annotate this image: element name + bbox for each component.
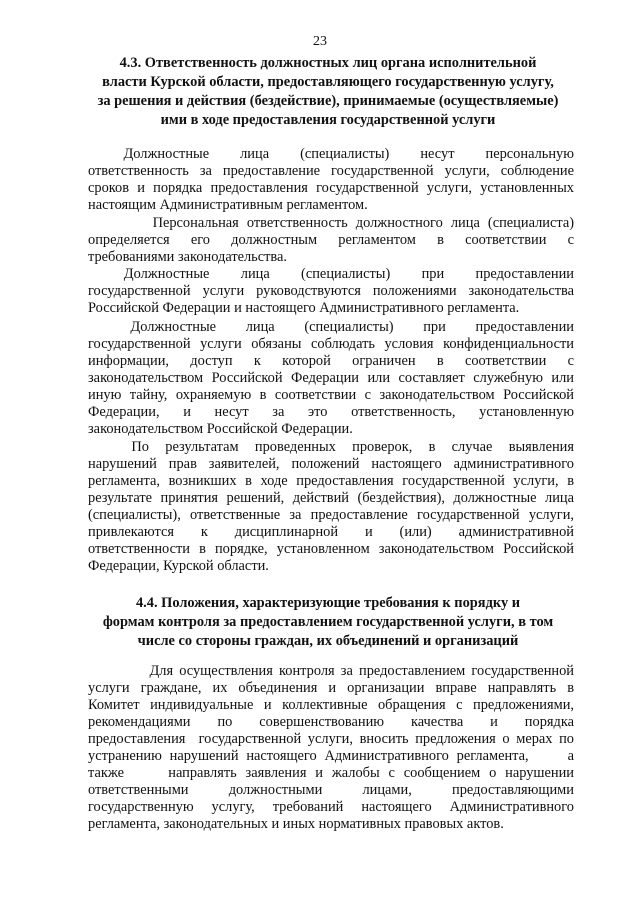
text-line: (специалисты), ответственные за предоставление государственной услуги, [88, 507, 574, 523]
text-line: предоставления государственной услуги, вносить предложения о мерах по [88, 731, 574, 747]
text-line: По результатам проведенных проверок, в случае выявления [88, 439, 574, 455]
paragraph-guided-by-legislation [88, 266, 574, 317]
heading-line: числе со стороны граждан, их объединений и организаций [137, 633, 519, 649]
paragraph-confidentiality [88, 319, 574, 438]
text-line: результате принятия решений, действий (бездействия), должностные лица [88, 490, 574, 506]
text-line: Федерации, Курской области. [88, 558, 269, 574]
text-line: регламента, законодательных и иных нормативных правовых актов. [88, 816, 504, 832]
paragraph-personal-responsibility [88, 215, 574, 266]
text-line: Федерации, и несут за это ответственность, установленную [88, 404, 574, 420]
text-line: настоящим Административным регламентом. [88, 197, 368, 213]
text-line: ответственными должностными лицами, предоставляющими [88, 782, 574, 798]
text-line: Комитет индивидуальные и коллективные обращения с предложениями, [88, 697, 574, 713]
text-line: также направлять заявления и жалобы с сообщением о нарушении [88, 765, 574, 781]
paragraph-citizen-control [88, 663, 574, 833]
text-line: рекомендациями по совершенствованию качества и порядка [88, 714, 574, 730]
text-line: Должностные лица (специалисты) при предоставлении [88, 266, 574, 282]
text-line: государственную услугу, требований настоящего Административного [88, 799, 574, 815]
paragraph-inspection-results [88, 439, 574, 575]
text-line: законодательством Российской Федерации или составляет служебную или [88, 370, 574, 386]
text-line: Должностные лица (специалисты) при предоставлении [88, 319, 574, 335]
text-line: иную тайну, охраняемую в соответствии с законодательством Российской [88, 387, 574, 403]
paragraph-responsibility [88, 146, 574, 214]
text-line: ответственности в порядке, установленном законодательством Российской [88, 541, 574, 557]
text-line: требованиями законодательства. [88, 249, 288, 265]
heading-line: за решения и действия (бездействие), принимаемые (осуществляемые) [97, 93, 559, 109]
heading-line: формам контроля за предоставлением государственной услуги, в том [102, 614, 554, 630]
text-line: Для осуществления контроля за предоставлением государственной [88, 663, 574, 679]
text-line: Персональная ответственность должностного лица (специалиста) [88, 215, 574, 231]
text-line: законодательством Российской Федерации. [88, 421, 353, 437]
text-line: устранению нарушений настоящего Административного регламента, а [88, 748, 574, 764]
text-line: Российской Федерации и настоящего Административного регламента. [88, 300, 520, 316]
page-number: 23 [313, 34, 327, 49]
heading-line: власти Курской области, предоставляющего государственную услугу, [102, 74, 554, 90]
text-line: государственной услуги руководствуются положениями законодательства [88, 283, 574, 299]
text-line: услуги граждане, их объединения и организации вправе направлять в [88, 680, 574, 696]
heading-line: 4.4. Положения, характеризующие требования к порядку и [135, 595, 521, 611]
section-4-3-heading [80, 54, 576, 130]
text-line: регламента, возникших в ходе предоставления государственной услуги, в [88, 473, 574, 489]
text-line: ответственность за предоставление государственной услуги, соблюдение [88, 163, 574, 179]
text-line: нарушений прав заявителей, положений настоящего административного [88, 456, 574, 472]
heading-line: ими в ходе предоставления государственной услуги [160, 112, 496, 128]
heading-line: 4.3. Ответственность должностных лиц органа исполнительной [119, 55, 537, 71]
text-line: сроков и порядка предоставления государственной услуги, установленных [88, 180, 574, 196]
text-line: Должностные лица (специалисты) несут персональную [88, 146, 574, 162]
text-line: определяется его должностным регламентом в соответствии с [88, 232, 574, 248]
text-line: государственной услуги обязаны соблюдать условия конфиденциальности [88, 336, 574, 352]
text-line: информации, доступ к которой ограничен в соответствии с [88, 353, 574, 369]
section-4-4-heading [80, 594, 576, 651]
text-line: привлекаются к дисциплинарной и (или) административной [88, 524, 574, 540]
